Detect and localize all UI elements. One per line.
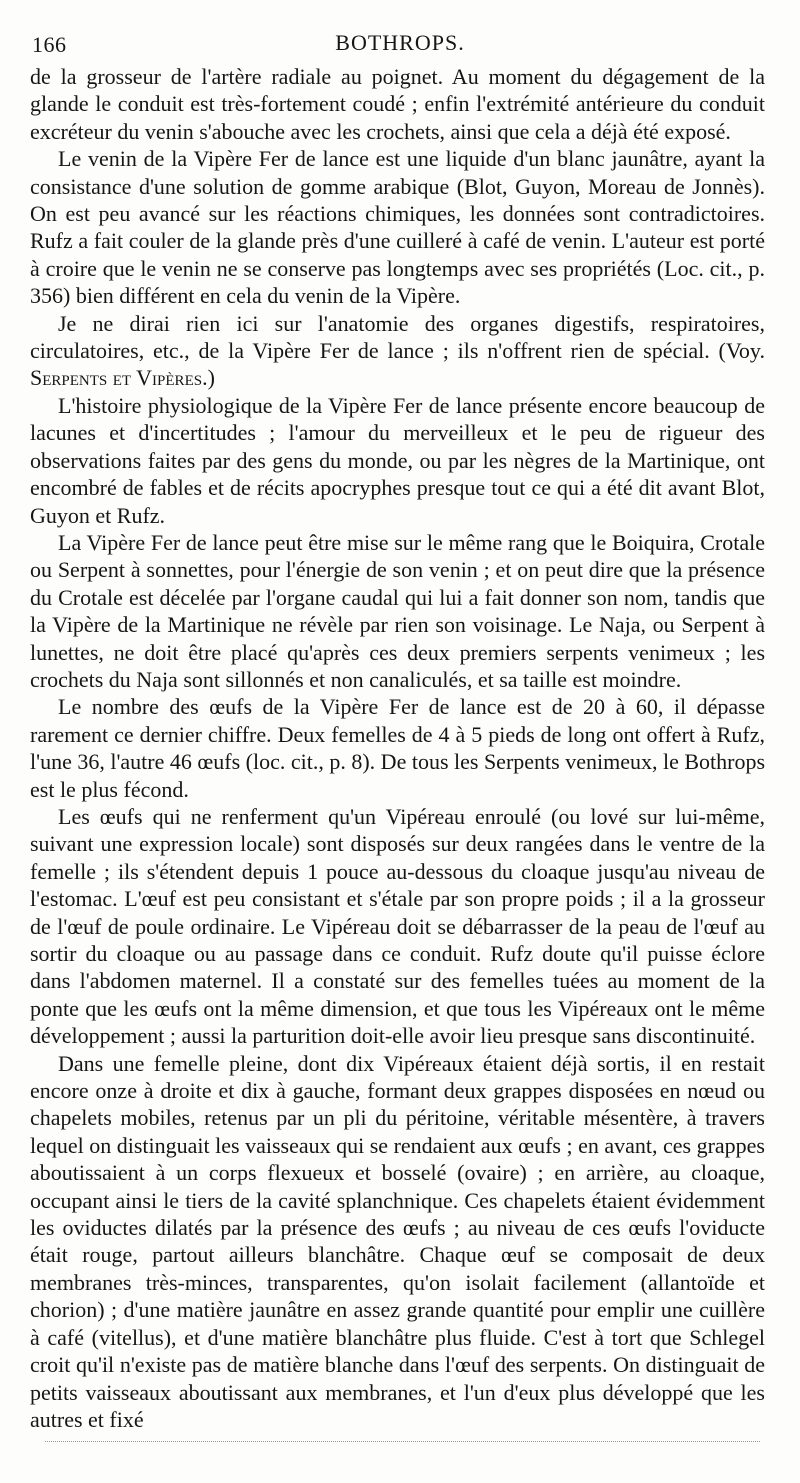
paragraph-text: .) (202, 365, 215, 391)
page-number: 166 (32, 32, 67, 57)
paragraph: Le nombre des œufs de la Vipère Fer de lance est de 20 à 60, il dépasse rarement ce dernier chiffre. Deux femelles de 4 à 5 pieds de long ont offert à Rufz, l'une 36, l'autre 46 œufs (loc. cit., p. 8). De tous les Serpents venimeux, le Bothrops est le plus fécond. (30, 694, 766, 802)
body-text (30, 63, 765, 1433)
cross-reference: Serpents et Vipères (30, 365, 203, 391)
paragraph: La Vipère Fer de lance peut être mise sur le même rang que le Boiquira, Crotale ou Serpent à sonnettes, pour l'énergie de son venin ; et on peut dire que la présence du Crotale est décelée par l'organe caudal qui lui a fait donner son nom, tandis que la Vipère de la Martinique ne révèle par rien son voisinage. Le Naja, ou Serpent à lunettes, ne doit être placé qu'après ces deux premiers serpents venimeux ; les crochets du Naja sont sillonnés et non canaliculés, et sa taille est moindre. (30, 529, 765, 692)
paragraph: Les œufs qui ne renferment qu'un Vipéreau enroulé (ou lové sur lui-même, suivant une expression locale) sont disposés sur deux rangées dans le ventre de la femelle ; ils s'étendent depuis 1 pouce au-dessous du cloaque jusqu'au niveau de l'estomac. L'œuf est peu consistant et s'étale par son propre poids ; il a la grosseur de l'œuf de poule ordinaire. Le Vipéreau doit se débarrasser de la peau de l'œuf au sortir du cloaque ou au passage dans ce conduit. Rufz doute qu'il puisse éclore dans l'abdomen maternel. Il a constaté sur des femelles tuées au moment de la ponte que les œufs ont la même dimension, et que tous les Vipéreaux ont le même développement ; aussi la parturition doit-elle avoir lieu presque sans discontinuité. (30, 803, 765, 1049)
paragraph-text: Je ne dirai rien ici sur l'anatomie des organes digestifs, respiratoires, circulatoires, etc., de la Vipère Fer de lance ; ils n'offrent rien de spécial. (Voy. (30, 310, 765, 364)
paragraph (30, 310, 765, 392)
paragraph: L'histoire physiologique de la Vipère Fer de lance présente encore beaucoup de lacunes et d'incertitudes ; l'amour du merveilleux et le peu de rigueur des observations faites par des gens du monde, ou par les nègres de la Martinique, ont encombré de fables et de récits apocryphes presque tout ce qui a été dit avant Blot, Guyon et Rufz. (30, 392, 765, 528)
running-head: BOTHROPS. (335, 30, 465, 55)
bottom-rule (45, 1441, 760, 1442)
paragraph: de la grosseur de l'artère radiale au poignet. Au moment du dégagement de la glande le conduit est très-fortement coudé ; enfin l'extrémité antérieure du conduit excréteur du venin s'abouche avec les crochets, ainsi que cela a déjà été exposé. (30, 64, 765, 144)
page-header (30, 28, 770, 62)
paragraph: Dans une femelle pleine, dont dix Vipéreaux étaient déjà sortis, il en restait encore onze à droite et dix à gauche, formant deux grappes disposées en nœud ou chapelets mobiles, retenus par un pli du péritoine, véritable mésentère, à travers lequel on distinguait les vaisseaux qui se rendaient aux œufs ; en avant, ces grappes aboutissaient à un corps flexueux et bosselé (ovaire) ; en arrière, au cloaque, occupant ainsi le tiers de la cavité splanchnique. Ces chapelets étaient évidemment les oviductes dilatés par la présence des œufs ; au niveau de ces œufs l'oviducte était rouge, partout ailleurs blanchâtre. Chaque œuf se composait de deux membranes très-minces, transparentes, qu'on isolait facilement (allantoïde et chorion) ; d'une matière jaunâtre en assez grande quantité pour emplir une cuillère à café (vitellus), et d'une matière blanchâtre plus fluide. C'est à tort que Schlegel croit qu'il n'existe pas de matière blanche dans l'œuf des serpents. On distinguait de petits vaisseaux aboutissant aux membranes, et l'un d'eux plus développé que les autres et fixé (30, 1050, 765, 1432)
paragraph: Le venin de la Vipère Fer de lance est une liquide d'un blanc jaunâtre, ayant la consistance d'une solution de gomme arabique (Blot, Guyon, Moreau de Jonnès). On est peu avancé sur les réactions chimiques, les données sont contradictoires. Rufz a fait couler de la glande près d'une cuilleré à café de venin. L'auteur est porté à croire que le venin ne se conserve pas longtemps avec ses propriétés (Loc. cit., p. 356) bien différent en cela du venin de la Vipère. (30, 146, 765, 309)
